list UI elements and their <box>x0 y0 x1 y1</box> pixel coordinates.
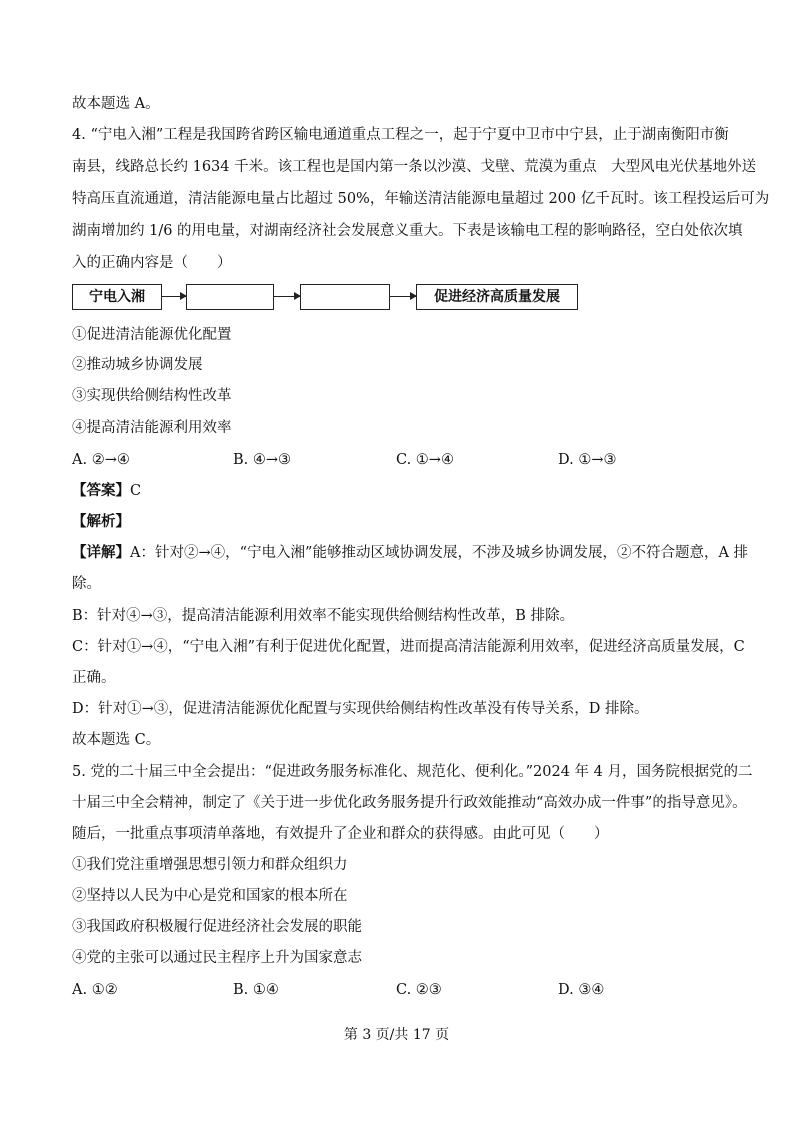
q4-stem-line: 4. “宁电入湘”工程是我国跨省跨区输电通道重点工程之一，起于宁夏中卫市中宁县，止于湖南衡阳市衡 <box>72 127 729 143</box>
q4-stem-line: 入的正确内容是（ ） <box>72 255 232 271</box>
q4-option-d: D. ①→③ <box>558 452 617 468</box>
q5-item: ④党的主张可以通过民主程序上升为国家意志 <box>72 950 362 966</box>
detail-text: A：针对②→④，“宁电入湘”能够推动区域协调发展，不涉及城乡协调发展，②不符合题意，A 排 <box>130 545 749 561</box>
page-number-footer: 第 3 页/共 17 页 <box>343 1027 450 1043</box>
q4-item: ②推动城乡协调发展 <box>72 357 203 373</box>
q4-stem-line: 南县，线路总长约 1634 千米。该工程也是国内第一条以沙漠、戈壁、荒漠为重点 大型风电光伏基地外送 <box>72 159 757 175</box>
q5-stem-line: 随后，一批重点事项清单落地，有效提升了企业和群众的获得感。由此可见（ ） <box>72 826 609 842</box>
previous-answer-conclusion: 故本题选 A。 <box>72 96 160 112</box>
q4-detail-line: 正确。 <box>72 670 116 686</box>
q5-item: ①我们党注重增强思想引领力和群众组织力 <box>72 857 348 873</box>
analysis-tag: 【解析】 <box>72 513 130 530</box>
flow-blank-box-2 <box>300 284 390 310</box>
q4-conclusion: 故本题选 C。 <box>72 732 161 748</box>
q4-answer <box>72 481 141 501</box>
q5-option-a: A. ①② <box>72 982 118 998</box>
q5-option-b: B. ①④ <box>233 982 279 998</box>
flow-blank-box-1 <box>186 284 274 310</box>
q4-stem-line: 湖南增加约 1/6 的用电量，对湖南经济社会发展意义重大。下表是该输电工程的影响路径，空白处依次填 <box>72 223 743 239</box>
q4-option-a: A. ②→④ <box>72 452 130 468</box>
q4-item: ③实现供给侧结构性改革 <box>72 388 232 404</box>
flow-end-box: 促进经济高质量发展 <box>416 284 578 310</box>
q4-detail-line: 除。 <box>72 576 101 592</box>
q4-option-c: C. ①→④ <box>396 452 454 468</box>
q5-option-c: C. ②③ <box>396 982 442 998</box>
q4-item: ①促进清洁能源优化配置 <box>72 327 232 343</box>
flow-arrow <box>274 296 300 297</box>
q5-option-d: D. ③④ <box>558 982 605 998</box>
q4-detail-line: D：针对①→③，促进清洁能源优化配置与实现供给侧结构性改革没有传导关系，D 排除。 <box>72 701 649 717</box>
flow-arrow <box>162 296 186 297</box>
q4-stem-line: 特高压直流通道，清洁能源电量占比超过 50%，年输送清洁能源电量超过 200 亿千瓦时。该工程投运后可为 <box>72 191 770 207</box>
q4-option-b: B. ④→③ <box>233 452 292 468</box>
q4-detail-line: B：针对④→③，提高清洁能源利用效率不能实现供给侧结构性改革，B 排除。 <box>72 608 575 624</box>
q4-detail-line: C：针对①→④，“宁电入湘”有利于促进优化配置，进而提高清洁能源利用效率，促进经济高质量发展，C <box>72 639 745 655</box>
flow-start-box: 宁电入湘 <box>72 284 162 310</box>
q5-item: ③我国政府积极履行促进经济社会发展的职能 <box>72 919 362 935</box>
answer-tag: 【答案】 <box>72 482 130 499</box>
q5-item: ②坚持以人民为中心是党和国家的根本所在 <box>72 888 348 904</box>
answer-value: C <box>130 483 142 499</box>
q4-detail-line <box>72 543 748 563</box>
q4-flow-diagram <box>72 284 592 312</box>
flow-arrow <box>390 296 416 297</box>
q4-item: ④提高清洁能源利用效率 <box>72 420 232 436</box>
q5-stem-line: 5. 党的二十届三中全会提出：“促进政务服务标准化、规范化、便利化。”2024 年 4 月，国务院根据党的二 <box>72 764 753 780</box>
detail-tag: 【详解】 <box>72 544 130 561</box>
q5-stem-line: 十届三中全会精神，制定了《关于进一步优化政务服务提升行政效能推动“高效办成一件事”的指导意见》。 <box>72 795 747 811</box>
